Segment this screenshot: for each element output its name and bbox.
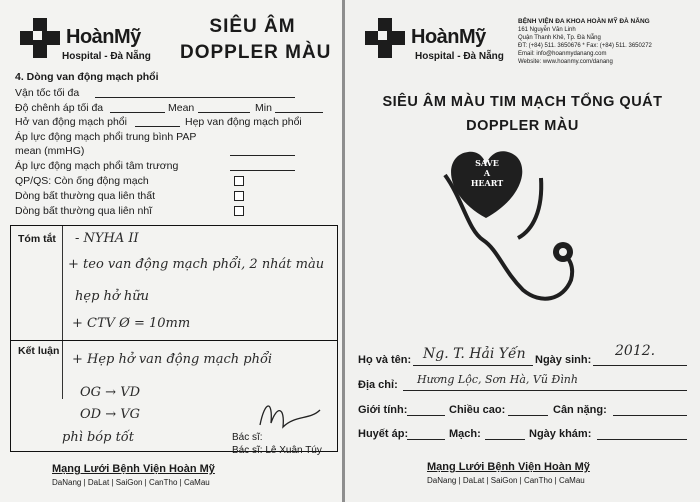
network-cities: DaNang | DaLat | SaiGon | CanTho | CaMau — [427, 476, 585, 485]
fill-line — [407, 439, 445, 440]
doctor-name: Bác sĩ: Lê Xuân Túy — [232, 445, 322, 456]
brand-subtitle: Hospital - Đà Nẵng — [415, 51, 504, 62]
network-cities: DaNang | DaLat | SaiGon | CanTho | CaMau — [52, 478, 210, 487]
label-mach: Mạch: — [449, 428, 481, 440]
hospital-cross-logo — [20, 18, 60, 58]
right-page — [345, 0, 700, 502]
label-ngay-kham: Ngày khám: — [529, 428, 592, 440]
patient-address: Hương Lộc, Sơn Hà, Vũ Đình — [417, 373, 578, 386]
label-chieu-cao: Chiều cao: — [449, 404, 506, 416]
conclusion-label: Kết luận — [18, 345, 60, 357]
brand-name: HoànMỹ — [66, 26, 141, 48]
label-huyet-ap: Huyết áp: — [358, 428, 409, 440]
checkbox-qp-qs[interactable] — [234, 176, 244, 186]
network-title: Mạng Lưới Bệnh Viện Hoàn Mỹ — [52, 463, 215, 475]
label-pap-2: mean (mmHG) — [15, 145, 85, 157]
fill-line — [110, 112, 165, 113]
title-line-2: DOPPLER MÀU — [466, 118, 579, 134]
conclusion-text-3: OD → VG — [80, 407, 141, 422]
label-do-chenh-ap: Độ chênh áp tối đa — [15, 102, 104, 114]
summary-label: Tóm tắt — [18, 233, 56, 245]
conclusion-text-4: phì bóp tốt — [62, 430, 134, 445]
label-pap-1: Áp lực động mạch phổi trung bình PAP — [15, 131, 197, 143]
fill-line — [597, 439, 687, 440]
summary-text-2: + teo van động mạch phổi, 2 nhát màu — [68, 257, 325, 272]
fill-line — [485, 439, 525, 440]
conclusion-text-1: + Hẹp hở van động mạch phổi — [72, 352, 273, 367]
brand-subtitle: Hospital - Đà Nẵng — [62, 51, 151, 62]
label-ho-ten: Họ và tên: — [358, 354, 412, 366]
section-title: 4. Dòng van động mạch phổi — [15, 71, 159, 83]
address-line: ĐT: (+84) 511. 3650676 * Fax: (+84) 511. 3650272 — [518, 43, 652, 49]
label-ap-luc-tam-truong: Áp lực động mạch phổi tâm trương — [15, 160, 179, 172]
fill-line — [413, 365, 533, 366]
heart-text-2: A — [483, 168, 491, 178]
summary-text-1: - NYHA II — [75, 231, 139, 246]
label-gioi-tinh: Giới tính: — [358, 404, 408, 416]
label-qp-qs: QP/QS: Còn ống động mạch — [15, 175, 149, 187]
label-can-nang: Cân nặng: — [553, 404, 607, 416]
conclusion-text-2: OG → VD — [80, 385, 141, 400]
box-divider — [10, 340, 338, 341]
heart-text-1: SAVE — [475, 158, 499, 168]
title-line-2: DOPPLER MÀU — [180, 42, 332, 63]
label-lien-that: Dòng bất thường qua liên thất — [15, 190, 156, 202]
label-dia-chi: Địa chỉ: — [358, 379, 398, 391]
doctor-label: Bác sĩ: — [232, 432, 263, 443]
doctor-signature — [255, 395, 325, 440]
title-line-1: SIÊU ÂM MÀU TIM MẠCH TỔNG QUÁT — [382, 94, 663, 110]
address-line: Quận Thanh Khê, Tp. Đà Nẵng — [518, 35, 601, 41]
summary-text-4: + CTV Ø = 10mm — [72, 316, 191, 331]
fill-line — [407, 415, 445, 416]
fill-line — [613, 415, 687, 416]
network-title: Mạng Lưới Bệnh Viện Hoàn Mỹ — [427, 461, 590, 473]
title-line-1: SIÊU ÂM — [209, 16, 296, 37]
hospital-cross-logo — [365, 18, 405, 58]
patient-name: Ng. T. Hải Yến — [423, 346, 526, 362]
address-line: Email: info@hoanmydanang.com — [518, 51, 607, 57]
column-divider — [62, 341, 63, 399]
fill-line — [198, 112, 250, 113]
label-min: Min — [255, 102, 272, 114]
fill-line — [230, 155, 295, 156]
heart-text-3: HEART — [470, 178, 504, 188]
brand-name: HoànMỹ — [411, 26, 486, 48]
label-ho-van: Hở van động mạch phổi — [15, 116, 127, 128]
label-hep-van: Hẹp van động mạch phổi — [185, 116, 302, 128]
fill-line — [275, 112, 323, 113]
label-mean: Mean — [168, 102, 195, 114]
fill-line — [508, 415, 548, 416]
fill-line — [403, 390, 687, 391]
fill-line — [135, 126, 180, 127]
label-lien-nhi: Dòng bất thường qua liên nhĩ — [15, 205, 153, 217]
address-line: Website: www.hoanmy.com/danang — [518, 59, 613, 65]
column-divider — [62, 226, 63, 340]
hospital-name: BỆNH VIỆN ĐA KHOA HOÀN MỸ ĐÀ NẴNG — [518, 18, 650, 25]
checkbox-lien-nhi[interactable] — [234, 206, 244, 216]
label-ngay-sinh: Ngày sinh: — [535, 354, 592, 366]
left-page — [0, 0, 342, 502]
fill-line — [230, 170, 295, 171]
label-van-toc: Vận tốc tối đa — [15, 87, 80, 99]
summary-text-3: hẹp hở hữu — [75, 289, 149, 304]
patient-dob: 2012. — [615, 343, 656, 359]
fill-line — [95, 97, 295, 98]
fill-line — [593, 365, 687, 366]
checkbox-lien-that[interactable] — [234, 191, 244, 201]
address-line: 161 Nguyễn Văn Linh — [518, 27, 576, 33]
